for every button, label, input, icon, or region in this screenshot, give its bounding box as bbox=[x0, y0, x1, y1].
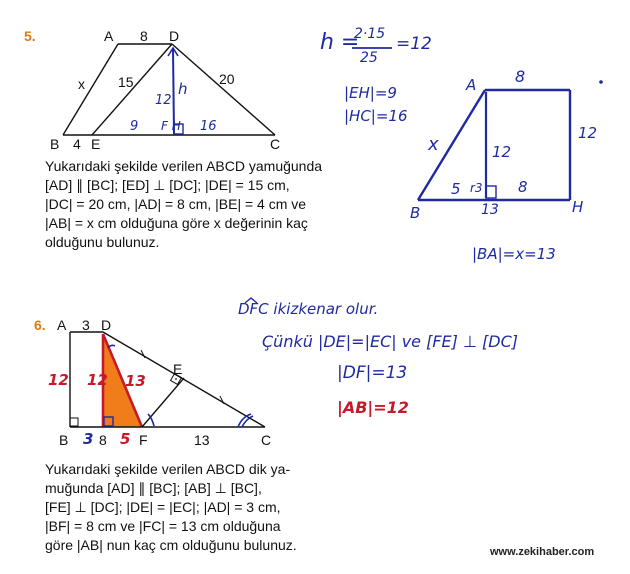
problem-5-line: [AD] ∥ [BC]; [ED] ⊥ [DC]; |DE| = 15 cm, bbox=[45, 177, 290, 193]
hand-line-2: Çünkü |DE|=|EC| ve [FE] ⊥ [DC] bbox=[262, 332, 518, 351]
sketch-label-12-right: 12 bbox=[578, 124, 598, 142]
label-be-length: 4 bbox=[73, 136, 81, 152]
label-c-6: C bbox=[261, 432, 272, 448]
hand-line-3: |DF|=13 bbox=[337, 363, 408, 383]
label-b-6: B bbox=[59, 432, 69, 448]
sketch-label-h: H bbox=[572, 198, 584, 216]
sketch-label-12-mid: 12 bbox=[492, 143, 512, 161]
hand-fig-9: 9 bbox=[130, 119, 139, 134]
hand-eh: |EH|=9 bbox=[344, 84, 397, 102]
label-x: x bbox=[78, 76, 85, 92]
sketch-label-5: 5 bbox=[451, 180, 461, 198]
sketch-label-x: x bbox=[428, 134, 439, 155]
problem-6-line: göre |AB| nun kaç cm olduğunu bulunuz. bbox=[45, 537, 297, 553]
hand-line-4: |AB|=12 bbox=[337, 398, 409, 417]
label-fc-length-6: 13 bbox=[194, 432, 210, 448]
hand-fig-fh: F H bbox=[161, 119, 181, 133]
problem-5-line: |AB| = x cm olduğuna göre x değerinin kaç bbox=[45, 215, 308, 231]
hand-fig-h: h bbox=[178, 80, 188, 98]
hand-fig-16: 16 bbox=[200, 119, 217, 134]
problem-5-line: Yukarıdaki şekilde verilen ABCD yamuğunda bbox=[45, 158, 323, 174]
sketch-label-8-bot: 8 bbox=[518, 178, 528, 196]
segment-fe-6 bbox=[142, 378, 184, 427]
label-ed-length: 15 bbox=[118, 74, 134, 90]
label-b: B bbox=[50, 136, 60, 152]
problem-6-line: [FE] ⊥ [DC]; |DE| = |EC|; |AD| = 3 cm, bbox=[45, 499, 281, 515]
label-c: C bbox=[270, 136, 281, 152]
hand-fig-12-left: 12 bbox=[48, 371, 69, 389]
label-bf-length-6: 8 bbox=[99, 432, 107, 448]
label-f-6: F bbox=[139, 432, 148, 448]
problem-6-line: Yukarıdaki şekilde verilen ABCD dik ya- bbox=[45, 461, 291, 477]
problem-6-number: 6. bbox=[34, 317, 46, 333]
label-d-6: D bbox=[101, 317, 112, 333]
sketch-label-13: 13 bbox=[481, 202, 499, 218]
hand-fig-12: 12 bbox=[155, 93, 172, 108]
label-d: D bbox=[169, 28, 180, 44]
sketch-label-a: A bbox=[466, 76, 477, 94]
label-e: E bbox=[91, 136, 101, 152]
hand-answer-5: |BA|=x=13 bbox=[472, 245, 556, 263]
hand-fig-3: 3 bbox=[83, 430, 94, 448]
label-e-6: E bbox=[173, 361, 183, 377]
sketch-label-r3: r3 bbox=[470, 181, 483, 195]
site-footer: www.zekihaber.com bbox=[490, 546, 595, 558]
tick-ec bbox=[220, 396, 224, 404]
right-angle-b bbox=[70, 418, 78, 426]
problem-5-line: olduğunu bulunuz. bbox=[45, 234, 160, 250]
hand-line-1: DFC ikizkenar olur. bbox=[238, 300, 379, 318]
hand-fig-12-mid: 12 bbox=[87, 371, 108, 389]
hand-hc: |HC|=16 bbox=[344, 107, 408, 125]
problem-6-line: |BF| = 8 cm ve |FC| = 13 cm olduğuna bbox=[45, 518, 281, 534]
hand-fraction-den: 25 bbox=[360, 50, 378, 66]
hand-fig-13: 13 bbox=[125, 372, 146, 390]
problem-5-number: 5. bbox=[24, 28, 36, 44]
hand-equals-12: =12 bbox=[396, 34, 432, 54]
problem-6-text bbox=[45, 460, 297, 555]
label-dc-length: 20 bbox=[219, 71, 235, 87]
label-ad-length-6: 3 bbox=[82, 317, 90, 333]
problem-6-line: muğunda [AD] ∥ [BC]; [AB] ⊥ [BC], bbox=[45, 480, 262, 496]
angle-arc-c bbox=[238, 414, 251, 427]
sketch-label-8-top: 8 bbox=[515, 67, 526, 86]
sketch-label-b: B bbox=[410, 204, 421, 222]
right-angle-e-dot bbox=[175, 378, 177, 380]
label-a: A bbox=[104, 28, 114, 44]
label-ad-length: 8 bbox=[140, 28, 148, 44]
hand-fig-5: 5 bbox=[120, 430, 131, 448]
hand-fraction-num: 2·15 bbox=[354, 26, 386, 42]
hand-h-eq: h = bbox=[320, 30, 360, 55]
problem-5-line: |DC| = 20 cm, |AD| = 8 cm, |BE| = 4 cm ve bbox=[45, 196, 307, 212]
label-a-6: A bbox=[57, 317, 67, 333]
